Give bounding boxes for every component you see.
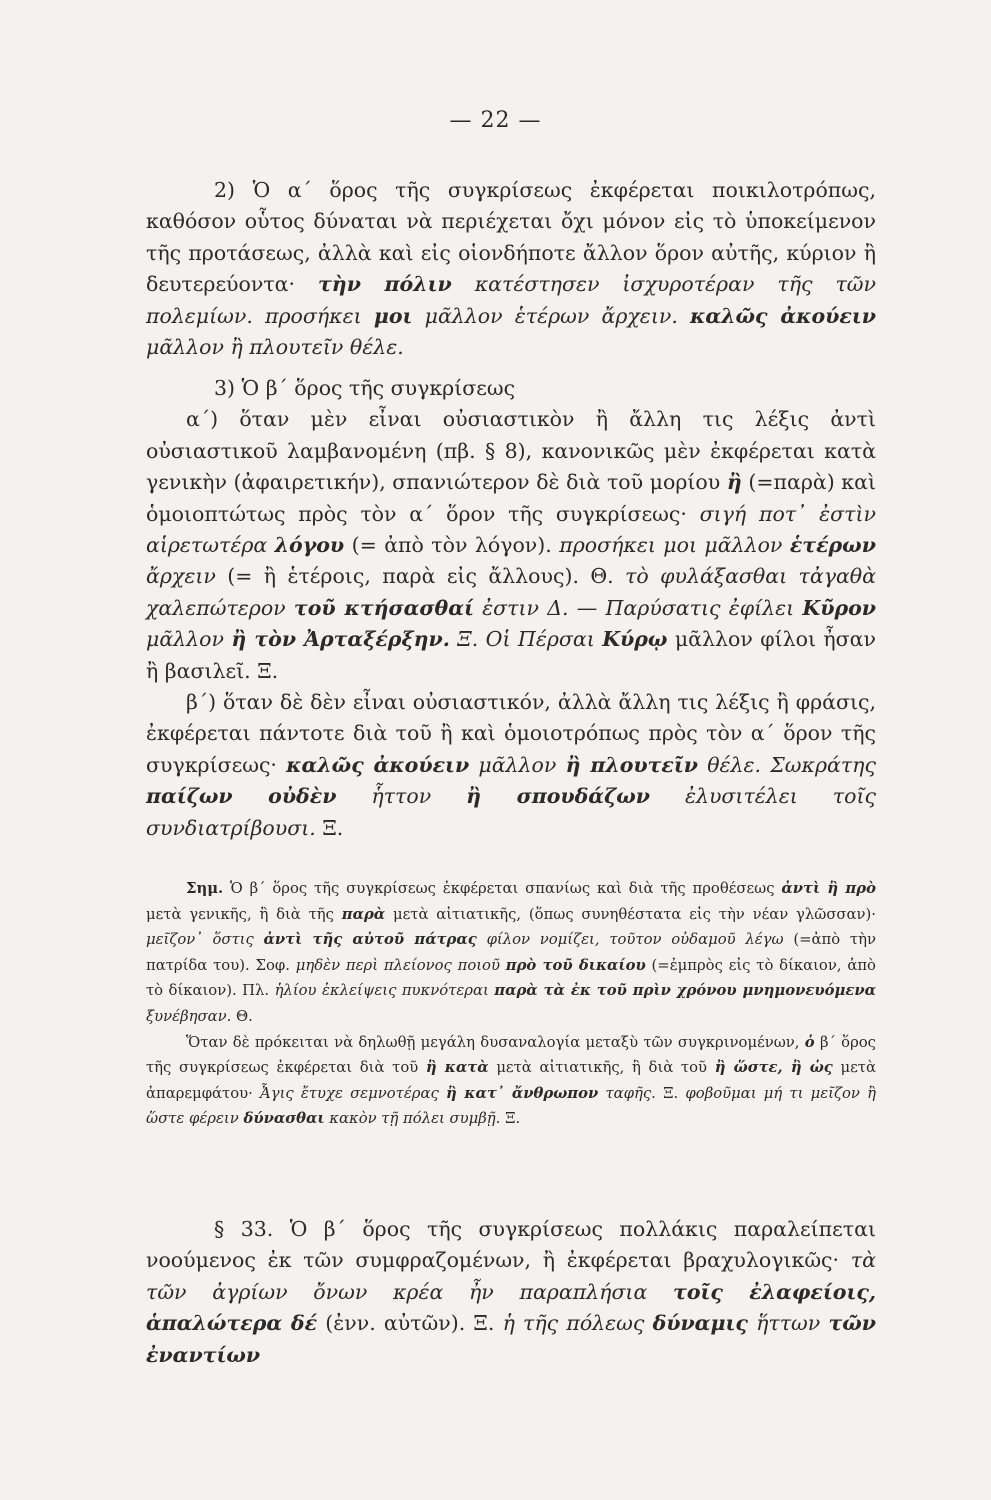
section-2 [146, 175, 876, 363]
section-33 [146, 1214, 876, 1371]
paragraph: § 33. Ὁ β΄ ὅρος τῆς συγκρίσεως πολλάκις παραλείπεται νοούμενος ἐκ τῶν συμφραζομένων, ἢ ἐκφέρεται βραχυλογικῶς· τὰ τῶν ἀγρίων ὄνων κρέα ἦν παραπλήσια τοῖς ἐλαφείοις, ἁπαλώτερα δέ (ἐνν. αὐτῶν). Ξ. ἡ τῆς πόλεως δύναμις ἥττων τῶν ἐναντίων [146, 1217, 876, 1367]
paragraph: 2) Ὁ α΄ ὅρος τῆς συγκρίσεως ἐκφέρεται ποικιλοτρόπως, καθόσον οὗτος δύναται νὰ περιέχεται ὄχι μόνον εἰς τὸ ὑποκείμενον τῆς προτάσεως, ἀλλὰ καὶ εἰς οἱονδήποτε ἄλλον ὅρον αὐτῆς, κύριον ἢ δευτερεύοντα· τὴν πόλιν κατέστησεν ἰσχυροτέραν τῆς τῶν πολεμίων. προσήκει μοι μᾶλλον ἑτέρων ἄρχειν. καλῶς ἀκούειν μᾶλλον ἢ πλουτεῖν θέλε. [146, 178, 876, 360]
page-number: — 22 — [449, 108, 542, 133]
section-3 [146, 373, 876, 844]
section-3-heading: 3) Ὁ β΄ ὅρος τῆς συγκρίσεως [214, 376, 516, 400]
note-paragraph: Ὅταν δὲ πρόκειται νὰ δηλωθῇ μεγάλη δυσαναλογία μεταξὺ τῶν συγκρινομένων, ὁ β΄ ὅρος τῆς συγκρίσεως ἐκφέρεται διὰ τοῦ ἢ κατὰ μετὰ αἰτιατικῆς, ἢ διὰ τοῦ ἢ ὥστε, ἢ ὡς μετὰ ἀπαρεμφάτου· Ἆγις ἔτυχε σεμνοτέρας ἢ κατ᾽ ἄνθρωπον ταφῆς. Ξ. φοβοῦμαι μή τι μεῖζον ἢ ὥστε φέρειν δύνασθαι κακὸν τῇ πόλει συμβῇ. Ξ. [146, 1033, 876, 1128]
note-paragraph: Σημ. Ὁ β΄ ὅρος τῆς συγκρίσεως ἐκφέρεται σπανίως καὶ διὰ τῆς προθέσεως ἀντὶ ἢ πρὸ μετὰ γενικῆς, ἢ διὰ τῆς παρὰ μετὰ αἰτιατικῆς, (ὅπως συνηθέστατα εἰς τὴν νέαν γλῶσσαν)· μεῖζον᾽ ὅστις ἀντὶ τῆς αὐτοῦ πάτρας φίλον νομίζει, τοῦτον οὐδαμοῦ λέγω (=ἀπὸ τὴν πατρίδα του). Σοφ. μηδὲν περὶ πλείονος ποιοῦ πρὸ τοῦ δικαίου (=ἐμπρὸς εἰς τὸ δίκαιον, ἀπὸ τὸ δίκαιον). Πλ. ἡλίου ἐκλείψεις πυκνότεραι παρὰ τὰ ἐκ τοῦ πρὶν χρόνου μνημονευόμενα ξυνέβησαν. Θ. [146, 880, 876, 1025]
section-3-alpha: α΄) ὅταν μὲν εἶναι οὐσιαστικὸν ἢ ἄλλη τις λέξις ἀντὶ οὐσιαστικοῦ λαμβανομένη (πβ. § 8), κανονικῶς μὲν ἐκφέρεται κατὰ γενικὴν (ἀφαιρετικήν), σπανιώτερον δὲ διὰ τοῦ μορίου ἢ (=παρὰ) καὶ ὁμοιοπτώτως πρὸς τὸν α΄ ὅρον τῆς συγκρίσεως· σιγή ποτ᾽ ἐστὶν αἱρετωτέρα λόγου (= ἀπὸ τὸν λόγον). προσήκει μοι μᾶλλον ἑτέρων ἄρχειν (= ἢ ἑτέροις, παρὰ εἰς ἄλλους). Θ. τὸ φυλάξασθαι τἀγαθὰ χαλεπώτερον τοῦ κτήσασθαί ἐστιν Δ. — Παρύσατις ἐφίλει Κῦρον μᾶλλον ἢ τὸν Ἀρταξέρξην. Ξ. Οἱ Πέρσαι Κύρῳ μᾶλλον φίλοι ἦσαν ἢ βασιλεῖ. Ξ. [146, 407, 876, 683]
section-3-beta: β΄) ὅταν δὲ δὲν εἶναι οὐσιαστικόν, ἀλλὰ ἄλλη τις λέξις ἢ φράσις, ἐκφέρεται πάντοτε διὰ τοῦ ἢ καὶ ὁμοιοτρόπως πρὸς τὸν α΄ ὅρον τῆς συγκρίσεως· καλῶς ἀκούειν μᾶλλον ἢ πλουτεῖν θέλε. Σωκράτης παίζων οὐδὲν ἧττον ἢ σπουδάζων ἐλυσιτέλει τοῖς συνδιατρίβουσι. Ξ. [146, 690, 876, 840]
note-block [146, 876, 876, 1132]
